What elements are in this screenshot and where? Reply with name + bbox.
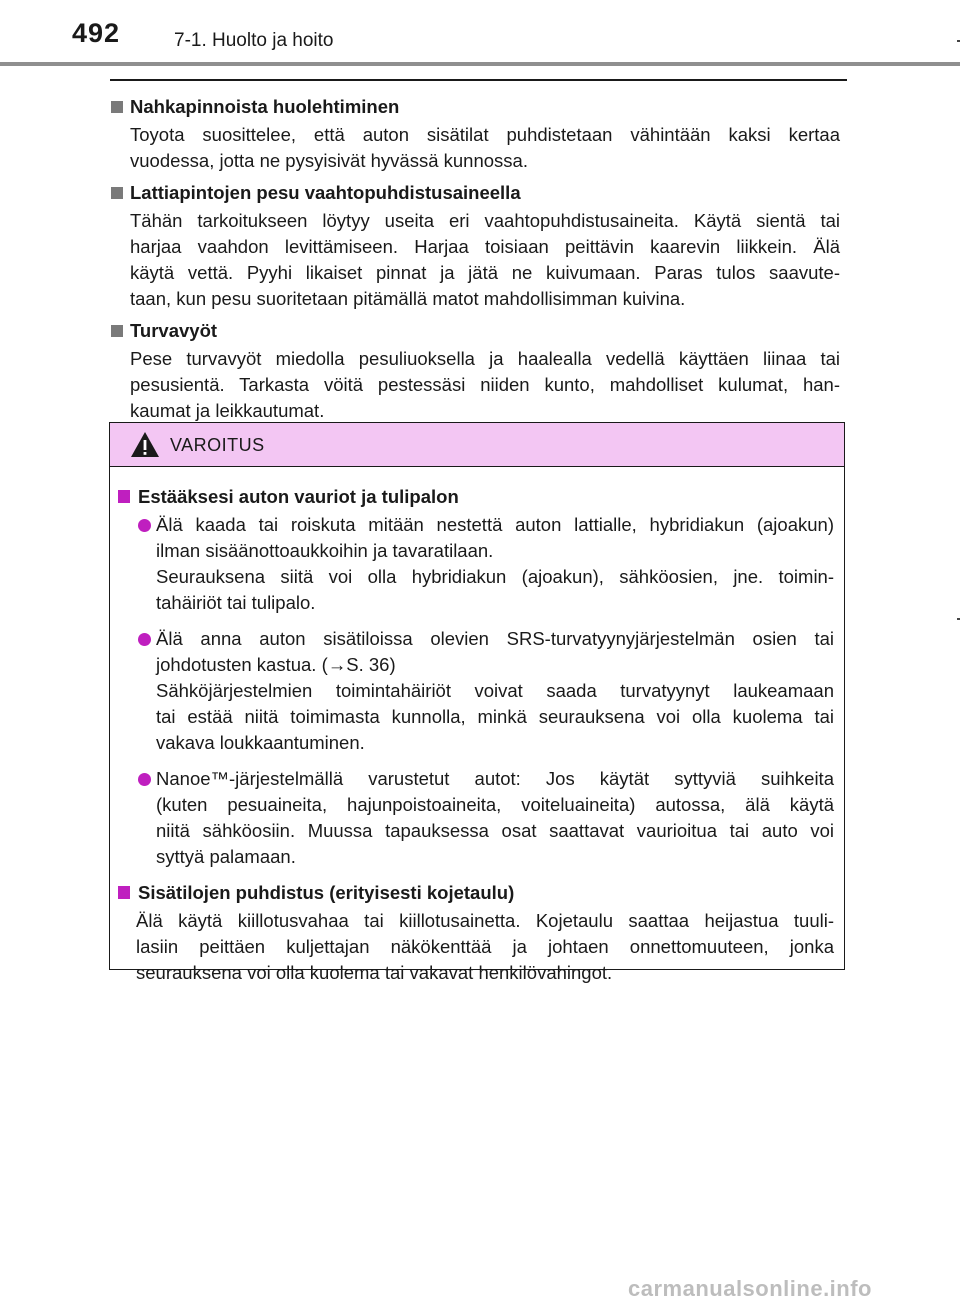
warning-body <box>110 467 844 986</box>
dot-bullet-icon <box>138 633 151 646</box>
warning-bullet: Älä kaada tai roiskuta mitään nestettä auton lattialle, hybridiakun (ajoakun) ilman sisäänottoaukkoihin ja tavaratilaan. Seurauksena siitä voi olla hybridiakun (ajoakun), sähköosien, jne. toimin- tahäiriöt tai tulipalo. <box>118 512 834 616</box>
page-number: 492 <box>72 18 121 48</box>
dot-bullet-icon <box>138 519 151 532</box>
square-bullet-icon <box>118 886 130 899</box>
warning-paragraph: Älä käytä kiillotusvahaa tai kiillotusainetta. Kojetaulu saattaa heijastua tuuli- lasiin peittäen kuljettajan näkökenttää ja johtaen onnettomuuteen, jonka seurauksena voi olla kuolema tai vakavat henkilövahingot. <box>136 910 834 983</box>
section-paragraph: Tähän tarkoitukseen löytyy useita eri vaahtopuhdistusaineita. Käytä sientä tai harjaa vaahdon levittämiseen. Harjaa toisiaan peittävin kaarevin liikkein. Älä käytä vettä. Pyyhi likaiset pinnat ja jätä ne kuivumaan. Paras tulos saavute- taan, kun pesu suoritetaan pitämällä matot mahdollisimman kuivina. <box>130 210 840 309</box>
section-floor <box>110 180 840 312</box>
square-bullet-icon <box>118 490 130 503</box>
section-paragraph: Toyota suosittelee, että auton sisätilat puhdistetaan vähintään kaksi kertaa vuodessa, jotta ne pysyisivät hyvässä kunnossa. <box>130 124 840 171</box>
warning-section-heading: Estääksesi auton vauriot ja tulipalon <box>118 484 834 510</box>
section-heading: Nahkapinnoista huolehtiminen <box>110 94 840 120</box>
warning-bullet: Nanoe™-järjestelmällä varustetut autot: Jos käytät syttyviä suihkeita (kuten pesuaineita, hajunpoistoaineita, voiteluaineita) autossa, älä käytä niitä sähköosiin. Muussa tapauksessa osat saattavat vaurioitua tai auto voi syttyä palamaan. <box>118 766 834 870</box>
section-heading: Lattiapintojen pesu vaahtopuhdistusaineella <box>110 180 840 206</box>
square-bullet-icon <box>111 101 123 113</box>
warning-box <box>109 422 845 983</box>
header-rule <box>0 62 960 66</box>
warning-section-heading: Sisätilojen puhdistus (erityisesti kojetaulu) <box>118 880 834 906</box>
section-leather <box>110 94 840 174</box>
dot-bullet-icon <box>138 773 151 786</box>
warning-header <box>110 423 844 467</box>
content-rule <box>110 79 847 81</box>
square-bullet-icon <box>111 187 123 199</box>
section-seatbelts <box>110 318 840 424</box>
main-content <box>110 90 840 430</box>
section-paragraph: Pese turvavyöt miedolla pesuliuoksella ja haalealla vedellä käyttäen liinaa tai pesusientä. Tarkasta vöitä pestessäsi niiden kunto, mahdolliset kulumat, han- kaumat ja leikkautumat. <box>130 348 840 421</box>
section-heading: Turvavyöt <box>110 318 840 344</box>
footer-watermark: carmanualsonline.info <box>628 1276 872 1301</box>
warning-title: VAROITUS <box>170 435 265 455</box>
section-title: 7-1. Huolto ja hoito <box>174 30 334 51</box>
page-header <box>0 0 960 64</box>
warning-triangle-icon <box>130 431 160 458</box>
square-bullet-icon <box>111 325 123 337</box>
warning-bullet: Älä anna auton sisätiloissa olevien SRS-turvatyynyjärjestelmän osien tai johdotusten kastua. (→S. 36) Sähköjärjestelmien toimintahäiriöt voivat saada turvatyynyt laukeamaan tai estää niitä toimimasta kunnolla, minkä seurauksena voi olla kuolema tai vakava loukkaantuminen. <box>118 626 834 756</box>
